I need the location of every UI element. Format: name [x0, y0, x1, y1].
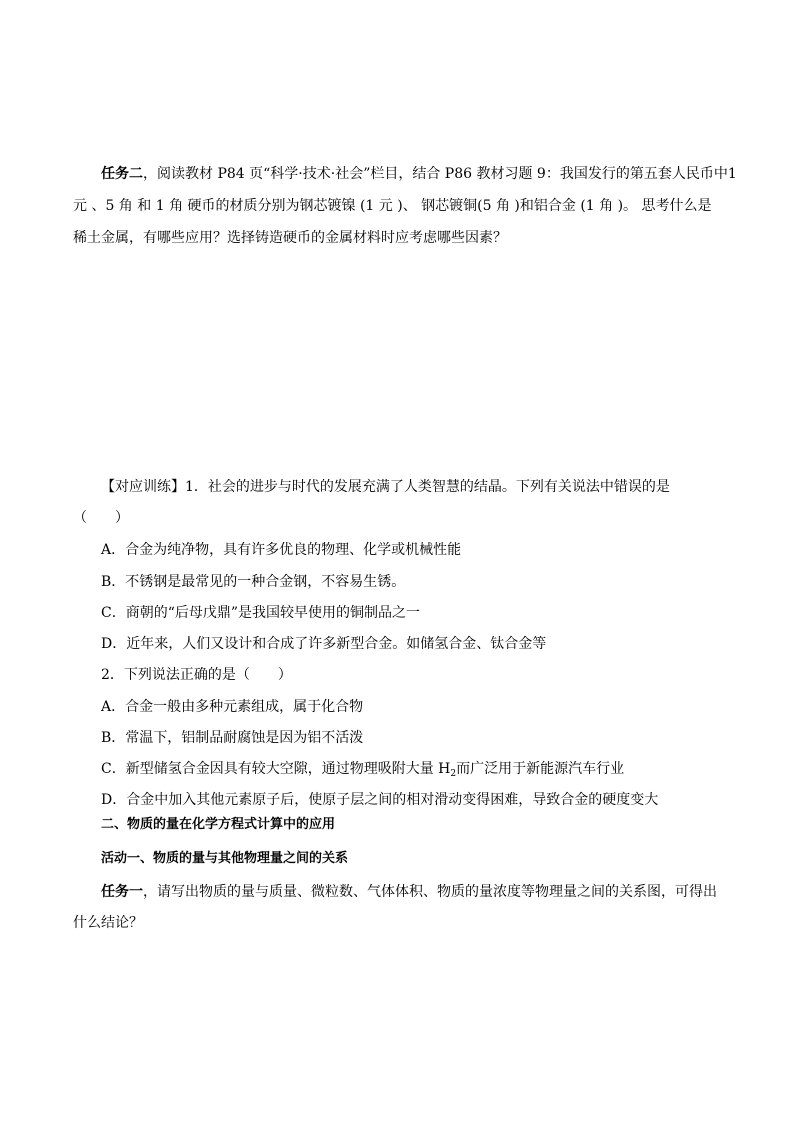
q1-option-b: B．不锈钢是最常见的一种合金钢，不容易生锈。 — [101, 574, 406, 590]
task1-text-1: ，请写出物质的量与质量、微粒数、气体体积、物质的量浓度等物理量之间的关系图，可得出 — [143, 884, 717, 900]
training-label: 【对应训练】 — [101, 479, 185, 495]
task2-line-3: 稀土金属，有哪些应用？选择铸造硬币的金属材料时应考虑哪些因素？ — [73, 230, 507, 246]
task2-label: 任务二 — [101, 166, 143, 182]
activity1-heading: 活动一、物质的量与其他物理量之间的关系 — [101, 851, 349, 866]
task1-label: 任务一 — [101, 884, 143, 900]
task2-line-1 — [101, 164, 737, 184]
q2-option-c-text: C．新型储氢合金因具有较大空隙，通过物理吸附大量 H — [101, 761, 451, 777]
q1-answer-paren: （ ） — [73, 510, 129, 526]
q2-option-c — [101, 759, 624, 784]
task2-line-2: 元 、5 角 和 1 角 硬币的材质分别为钢芯镀镍 (1 元 )、 钢芯镀铜(5 角 )和铝合金 (1 角 )。 思考什么是 — [73, 198, 712, 214]
training-q1-stem — [101, 477, 670, 497]
q1-option-c: C．商朝的“后母戊鼎”是我国较早使用的铜制品之一 — [101, 605, 421, 621]
q2-option-b: B．常温下，铝制品耐腐蚀是因为铝不活泼 — [101, 730, 364, 746]
q2-option-a: A．合金一般由多种元素组成，属于化合物 — [101, 699, 364, 715]
q1-stem-text: 1．社会的进步与时代的发展充满了人类智慧的结晶。下列有关说法中错误的是 — [185, 479, 670, 495]
section2-heading: 二、物质的量在化学方程式计算中的应用 — [101, 817, 336, 832]
task1-line-1 — [101, 882, 717, 902]
q1-option-d: D．近年来，人们又设计和合成了许多新型合金。如储氢合金、钛合金等 — [101, 636, 547, 652]
task1-line-2: 什么结论？ — [73, 915, 143, 931]
q2-option-d: D．合金中加入其他元素原子后，使原子层之间的相对滑动变得困难，导致合金的硬度变大 — [101, 792, 659, 808]
q1-option-a: A．合金为纯净物，具有许多优良的物理、化学或机械性能 — [101, 542, 462, 558]
h2-subscript: 2 — [450, 769, 457, 779]
q2-option-c-text-after: 而广泛用于新能源汽车行业 — [456, 761, 625, 777]
q2-stem: 2．下列说法正确的是（ ） — [101, 667, 292, 683]
task2-text-1: ，阅读教材 P84 页“科学·技术·社会”栏目，结合 P86 教材习题 9：我国发行的第五套人民币中1 — [143, 166, 737, 182]
